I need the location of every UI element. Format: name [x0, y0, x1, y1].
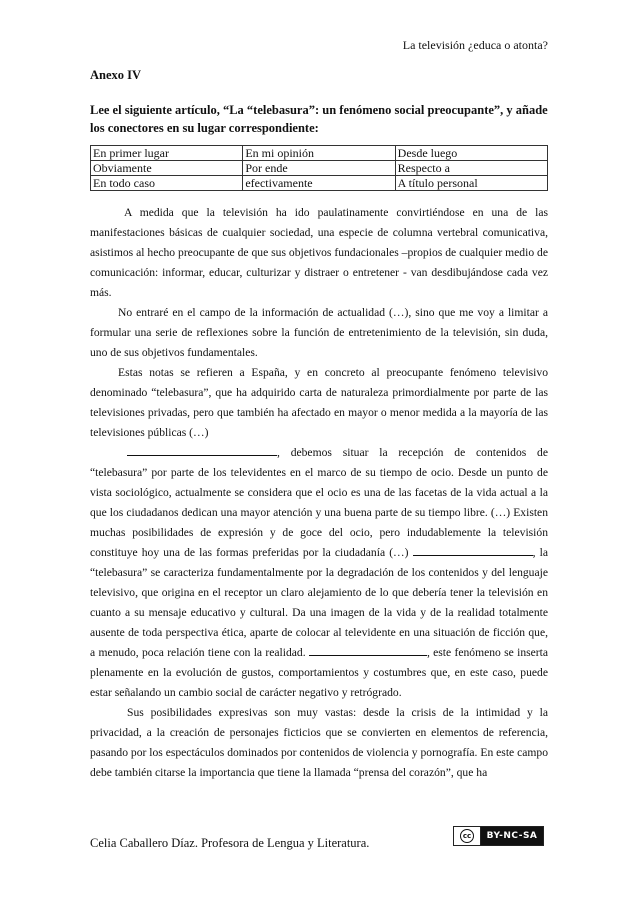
table-row [91, 161, 548, 176]
connector-cell: Obviamente [91, 161, 243, 176]
annex-title: Anexo IV [90, 68, 142, 82]
connector-cell: Por ende [243, 161, 395, 176]
connector-cell: En todo caso [91, 176, 243, 191]
paragraph-text: , la “telebasura” se caracteriza fundamentalmente por la degradación de los contenidos y del lenguaje televisivo, que origina en el receptor un claro alejamiento de lo que debería tener la televisión en cuanto a su mensaje educativo y cultural. Da una imagen de la vida y de la realidad totalmente ausente de toda perspectiva ética, aparte de colocar al televidente en una situación de ficción que, a menudo, poca relación tiene con la realidad. [90, 546, 548, 659]
connectors-table [90, 145, 548, 191]
article-text [90, 203, 548, 783]
license-label: BY-NC-SA [481, 827, 543, 845]
paragraph: No entraré en el campo de la información de actualidad (…), sino que me voy a limitar a formular una serie de reflexiones sobre la función de entretenimiento de la televisión, sin duda, uno de sus objetivos fundamentales. [90, 306, 548, 359]
paragraph [90, 443, 548, 703]
paragraph: Sus posibilidades expresivas son muy vastas: desde la crisis de la intimidad y la privacidad, a la creación de personajes ficticios que se convierten en elementos de referencia, pasando por los espectáculos dominados por contenidos de violencia y pornografía. En este campo debe también citarse la importancia que tiene la llamada “prensa del corazón”, que ha [90, 706, 548, 779]
cc-left [454, 827, 481, 845]
cc-license-badge [453, 826, 544, 846]
running-header: La televisión ¿educa o atonta? [402, 38, 548, 52]
paragraph-text: , debemos situar la recepción de contenidos de “telebasura” por parte de los televidentes en el marco de su tiempo de ocio. Desde un punto de vista sociológico, actualmente se considera que el ocio es una de las facetas de la vida actual a la que los ciudadanos dedican una mayor atención y una buena parte de su tiempo libre. (…) Existen muchas posibilidades de expresión y de goce del ocio, pero indudablemente la televisión constituye hoy una de las formas preferidas por la ciudadanía (…) [90, 446, 548, 559]
connector-cell: efectivamente [243, 176, 395, 191]
paragraph: A medida que la televisión ha ido paulatinamente convirtiéndose en una de las manifestaciones básicas de cualquier sociedad, una especie de columna vertebral comunicativa, asistimos al hecho preocupante de que sus objetivos fundacionales –propios de cualquier medio de comunicación: informar, educar, culturizar y distraer o entretener - van desdibujándose cada vez más. [90, 206, 548, 299]
blank-line[interactable] [127, 445, 277, 456]
connector-cell: Respecto a [395, 161, 547, 176]
document-body [90, 68, 548, 783]
connector-cell: En primer lugar [91, 146, 243, 161]
connector-cell: En mi opinión [243, 146, 395, 161]
paragraph: Estas notas se refieren a España, y en concreto al preocupante fenómeno televisivo denominado “telebasura”, que ha adquirido carta de naturaleza primordialmente por parte de las televisiones privadas, pero que también ha afectado en mayor o menor medida a la mayoría de las televisiones públicas (…) [90, 366, 548, 439]
instruction-text: Lee el siguiente artículo, “La “telebasura”: un fenómeno social preocupante”, y añade los conectores en su lugar correspondiente: [90, 103, 548, 135]
table-row [91, 146, 548, 161]
paragraph-text: , este fenómeno se inserta plenamente en la evolución de gustos, comportamientos y costumbres que, en este caso, puede estar señalando un cambio social de carácter negativo y retrógrado. [90, 646, 548, 699]
table-row [91, 176, 548, 191]
blank-line[interactable] [309, 645, 427, 656]
connector-cell: Desde luego [395, 146, 547, 161]
blank-line[interactable] [413, 545, 533, 556]
footer-author: Celia Caballero Díaz. Profesora de Lengua y Literatura. [90, 836, 370, 850]
connector-cell: A título personal [395, 176, 547, 191]
cc-icon: cc [460, 829, 474, 843]
